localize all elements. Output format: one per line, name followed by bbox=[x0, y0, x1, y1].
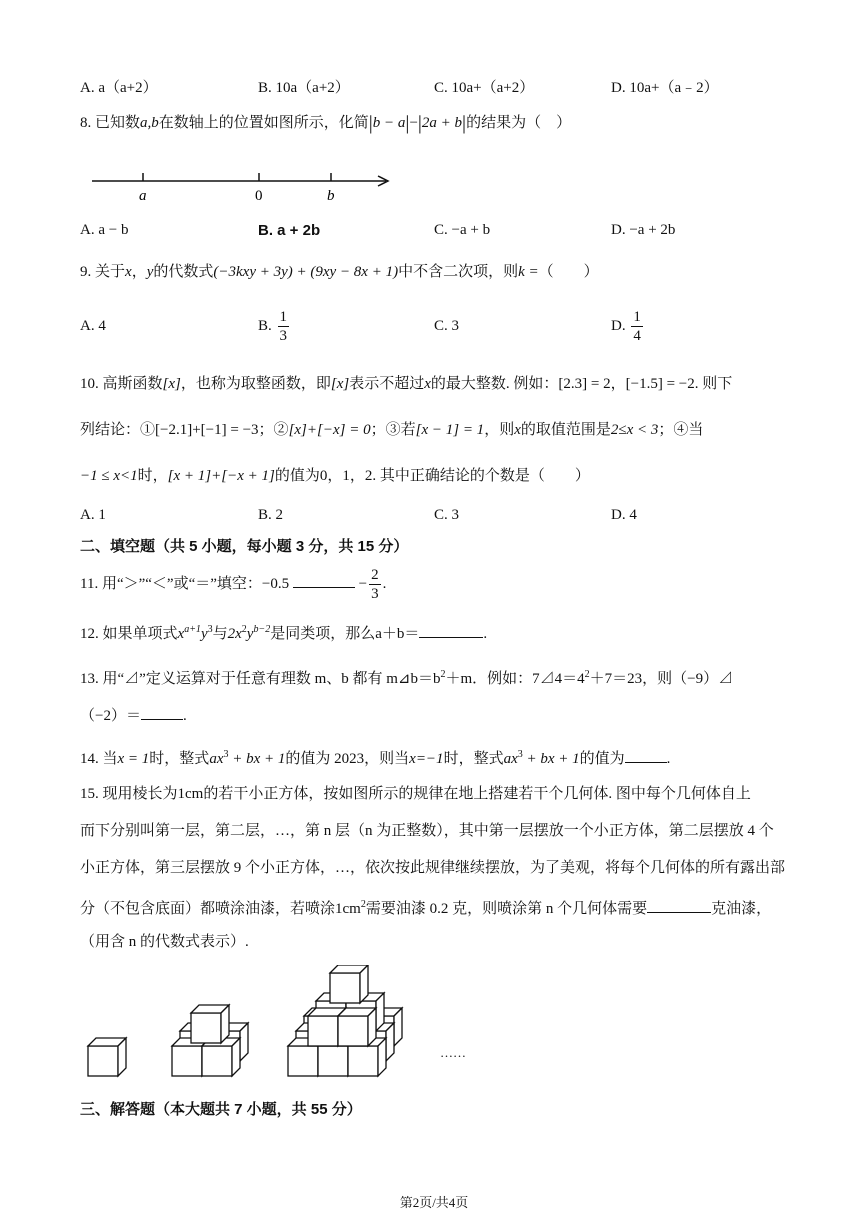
label-a: a bbox=[139, 188, 147, 204]
q15-answer-blank bbox=[647, 898, 711, 913]
q10-values: 0，1，2 bbox=[319, 468, 373, 484]
q14-poly-exp: 3 bbox=[223, 749, 229, 760]
q15-l4-pre: 分（不包含底面）都喷涂油漆，若喷涂 bbox=[80, 901, 336, 917]
q8-option-d: D. −a + 2b bbox=[611, 222, 676, 238]
q14-cond1: x = 1 bbox=[117, 751, 150, 767]
q7-option-a: A. a（a+2） bbox=[80, 80, 158, 96]
q12-m1-base: x bbox=[177, 626, 185, 642]
q10-line-2: 列结论：①[−2.1]+[−1] = −3；②[x]+[−x] = 0；③若[x − 1] = 1，则x的取值范围是2≤x < 3；④当 bbox=[80, 422, 704, 438]
q15-unit2-exp: 2 bbox=[360, 899, 366, 910]
geometry-figure-2 bbox=[172, 1005, 248, 1076]
q10-bx-2: [x] bbox=[330, 376, 350, 392]
fraction-numerator: 1 bbox=[279, 309, 288, 325]
geometry-figure-3 bbox=[288, 965, 402, 1076]
q10-option-d: D. 4 bbox=[611, 507, 637, 523]
q10-l1-pre: 10. 高斯函数 bbox=[80, 376, 163, 392]
q9-option-d-label: D. bbox=[611, 317, 626, 334]
q11-fraction bbox=[369, 566, 381, 603]
q8-option-b: B. a + 2b bbox=[258, 222, 321, 239]
q12-end: . bbox=[483, 626, 488, 642]
q13-sq2: 2 bbox=[584, 669, 590, 680]
q12-with: 与 bbox=[212, 626, 228, 642]
q13-answer-blank bbox=[141, 705, 183, 720]
q10-example-1: [2.3] = 2 bbox=[558, 376, 611, 392]
q13-l1: 13. 用“⊿”定义运算对于任意有理数 m、b 都有 m⊿b＝b bbox=[80, 671, 441, 687]
q9-stem-pre: 9. 关于 bbox=[80, 264, 126, 280]
q10-conclusion-3b: 2≤x < 3 bbox=[610, 422, 659, 438]
q10-example-2: [−1.5] = −2 bbox=[625, 376, 695, 392]
q15-line-1 bbox=[80, 784, 751, 804]
q8-stem: 8. 已知数a,b在数轴上的位置如图所示，化简|b − a|−|2a + b|的结果为（ ） bbox=[80, 112, 572, 134]
q10-conclusion-2: [x]+[−x] = 0 bbox=[288, 422, 371, 438]
q14-poly-rest: + bx + 1 bbox=[228, 751, 286, 767]
q9-option-b-fraction bbox=[278, 308, 290, 345]
q15-cube-figure bbox=[80, 965, 500, 1085]
q14-poly: ax bbox=[209, 751, 224, 767]
q10-conclusion-1: [−2.1]+[−1] = −3 bbox=[155, 422, 259, 438]
q12-m1-exp: a+1 bbox=[184, 624, 201, 635]
q12-stem bbox=[80, 620, 487, 644]
q13-l2: （−2）＝ bbox=[80, 708, 141, 724]
q10-line-1: 10. 高斯函数[x]，也称为取整函数，即[x]表示不超过x的最大整数. 例如：[2.3] = 2，[−1.5] = −2. 则下 bbox=[80, 376, 733, 392]
q11-end: . bbox=[382, 576, 387, 592]
q15-l4-end: 克油漆， bbox=[711, 901, 772, 917]
q8-stem-post: 的结果为（ ） bbox=[466, 115, 572, 131]
fraction-denominator: 3 bbox=[279, 328, 288, 344]
q8-vars: a,b bbox=[140, 115, 159, 131]
fraction-denominator: 3 bbox=[371, 586, 379, 603]
q15-l1-pre: 15. 现用棱长为 bbox=[80, 786, 178, 802]
fraction-denominator: 4 bbox=[633, 328, 641, 344]
q14-mid3: 时，整式 bbox=[443, 751, 504, 767]
q12-m2-yexp: b−2 bbox=[253, 624, 271, 635]
q14-mid4: 的值为 bbox=[579, 751, 625, 767]
q8-stem-pre: 8. 已知数 bbox=[80, 115, 141, 131]
q12-pre: 12. 如果单项式 bbox=[80, 626, 178, 642]
q9-option-d bbox=[611, 308, 645, 345]
q14-mid1: 时，整式 bbox=[149, 751, 210, 767]
q10-l1-end: . 则下 bbox=[694, 376, 733, 392]
q10-bx: [x] bbox=[162, 376, 181, 392]
q10-line-3 bbox=[80, 466, 590, 486]
q10-l3-pre: −1 ≤ x<1 bbox=[80, 468, 138, 484]
q10-c3-mid: ，则 bbox=[484, 422, 515, 438]
q10-l3-mid: 时， bbox=[137, 468, 168, 484]
q15-l4-post: 需要油漆 0.2 克，则喷涂第 n 个几何体需要 bbox=[365, 901, 648, 917]
q11-text: 11. 用“＞”“＜”或“＝”填空：−0.5 bbox=[80, 576, 290, 592]
q12-m1-yexp: 3 bbox=[207, 624, 213, 635]
q8-number-line bbox=[88, 165, 398, 205]
q9-y: y bbox=[146, 264, 154, 280]
q10-l1-mid2: 表示不超过 bbox=[349, 376, 425, 392]
q10-c2-pre: ；② bbox=[258, 422, 289, 438]
q8-option-c: C. −a + b bbox=[434, 222, 491, 238]
q9-option-d-fraction bbox=[631, 308, 643, 345]
q9-paren: （ ） bbox=[538, 264, 599, 280]
q14-poly-2: ax bbox=[503, 751, 518, 767]
q7-option-b: B. 10a（a+2） bbox=[258, 80, 350, 96]
q13-l1c: ＋7＝23，则（−9）⊿ bbox=[589, 671, 734, 687]
q14-poly-exp-2: 3 bbox=[517, 749, 523, 760]
section-3-title: 三、解答题（本大题共 7 小题，共 55 分） bbox=[80, 1101, 362, 1118]
q12-m2-y: y bbox=[246, 626, 254, 642]
q7-option-c: C. 10a+（a+2） bbox=[434, 80, 535, 96]
q12-m2-exp: 2 bbox=[241, 624, 247, 635]
q10-sep: ， bbox=[610, 376, 626, 392]
q12-mid: 是同类项，那么 bbox=[270, 626, 376, 642]
q14-stem bbox=[80, 745, 670, 769]
q10-conclusion-3a: [x − 1] = 1 bbox=[415, 422, 485, 438]
label-b: b bbox=[327, 188, 335, 204]
q9-x: x bbox=[125, 264, 132, 280]
q8-minus: − bbox=[409, 115, 418, 131]
q11-answer-blank bbox=[293, 573, 355, 588]
q10-option-b: B. 2 bbox=[258, 507, 284, 523]
q8-stem-mid: 在数轴上的位置如图所示，化简 bbox=[158, 115, 369, 131]
q15-line-2: 而下分别叫第一层，第二层，…，第 n 层（n 为正整数），其中第一层摆放一个小正方体，第二层摆放 4 个 bbox=[80, 823, 774, 839]
q10-option-a: A. 1 bbox=[80, 507, 106, 523]
q14-mid2: 的值为 2023，则当 bbox=[285, 751, 410, 767]
q15-line-3: 小正方体，第三层摆放 9 个小正方体，…，依次按此规律继续摆放，为了美观，将每个几何体的所有露出部 bbox=[80, 860, 786, 876]
q9-stem-mid: 的代数式 bbox=[153, 264, 214, 280]
q14-cond2: x=−1 bbox=[409, 751, 444, 767]
q10-c4-pre: ；④当 bbox=[658, 422, 704, 438]
q12-answer-blank bbox=[419, 623, 483, 638]
q9-expr: (−3kxy + 3y) + (9xy − 8x + 1) bbox=[213, 264, 399, 280]
q13-line-1 bbox=[80, 665, 733, 689]
q14-end: . bbox=[666, 751, 671, 767]
q9-stem bbox=[80, 262, 599, 282]
page-footer: 第2页/共4页 bbox=[399, 1195, 469, 1210]
q12-m2-coef: 2x bbox=[227, 626, 242, 642]
q10-option-c: C. 3 bbox=[434, 507, 460, 523]
q12-m1-y: y bbox=[200, 626, 208, 642]
q15-unit2: 1cm bbox=[335, 901, 361, 917]
q10-l3-end: . 其中正确结论的个数是（ ） bbox=[372, 468, 590, 484]
q8-expr2: 2a + b bbox=[421, 115, 463, 131]
q8-expr1: b − a bbox=[372, 115, 406, 131]
q15-unit: 1cm bbox=[177, 786, 204, 802]
q9-stem-post: 中不含二次项，则 bbox=[398, 264, 519, 280]
q13-line-2 bbox=[80, 705, 187, 726]
q10-l1-mid3: 的最大整数. 例如： bbox=[430, 376, 559, 392]
q9-option-a: A. 4 bbox=[80, 318, 106, 334]
q9-option-c: C. 3 bbox=[434, 318, 460, 334]
q8-option-a: A. a − b bbox=[80, 222, 129, 238]
q15-l1-post: 的若干小正方体，按如图所示的规律在地上搭建若干个几何体. 图中每个几何体自上 bbox=[203, 786, 751, 802]
q10-l3-mid2: 的值为 bbox=[274, 468, 320, 484]
q10-c3-pre: ；③若 bbox=[370, 422, 416, 438]
fraction-numerator: 1 bbox=[633, 309, 641, 325]
q11-neg: − bbox=[358, 576, 368, 592]
q9-option-b bbox=[258, 308, 291, 345]
q12-ab: a＋b＝ bbox=[375, 626, 420, 642]
fraction-numerator: 2 bbox=[371, 567, 379, 584]
q13-l1b: ＋m．例如：7⊿4＝4 bbox=[445, 671, 585, 687]
q15-line-5: （用含 n 的代数式表示）. bbox=[80, 934, 249, 950]
q10-c3-mid2: 的取值范围是 bbox=[520, 422, 611, 438]
q10-conclusion-4: [x + 1]+[−x + 1] bbox=[167, 468, 275, 484]
q9-option-b-label: B. bbox=[258, 317, 272, 334]
q15-line-4 bbox=[80, 895, 771, 919]
section-2-title: 二、填空题（共 5 小题，每小题 3 分，共 15 分） bbox=[80, 538, 409, 555]
q9-k: k = bbox=[518, 264, 539, 280]
q7-option-d: D. 10a+（a﹣2） bbox=[611, 80, 719, 96]
label-0: 0 bbox=[255, 188, 263, 204]
q14-poly-rest-2: + bx + 1 bbox=[522, 751, 580, 767]
q9-comma: ， bbox=[131, 264, 147, 280]
q11-stem bbox=[80, 564, 386, 604]
q15-ellipsis: …… bbox=[440, 1045, 466, 1060]
q14-answer-blank bbox=[625, 748, 667, 763]
q10-l1-mid: ，也称为取整函数，即 bbox=[180, 376, 331, 392]
q10-l2-pre: 列结论：① bbox=[80, 422, 156, 438]
q13-sq: 2 bbox=[440, 669, 446, 680]
q14-pre: 14. 当 bbox=[80, 751, 118, 767]
geometry-figure-1 bbox=[88, 1038, 126, 1076]
q13-end: . bbox=[182, 708, 187, 724]
